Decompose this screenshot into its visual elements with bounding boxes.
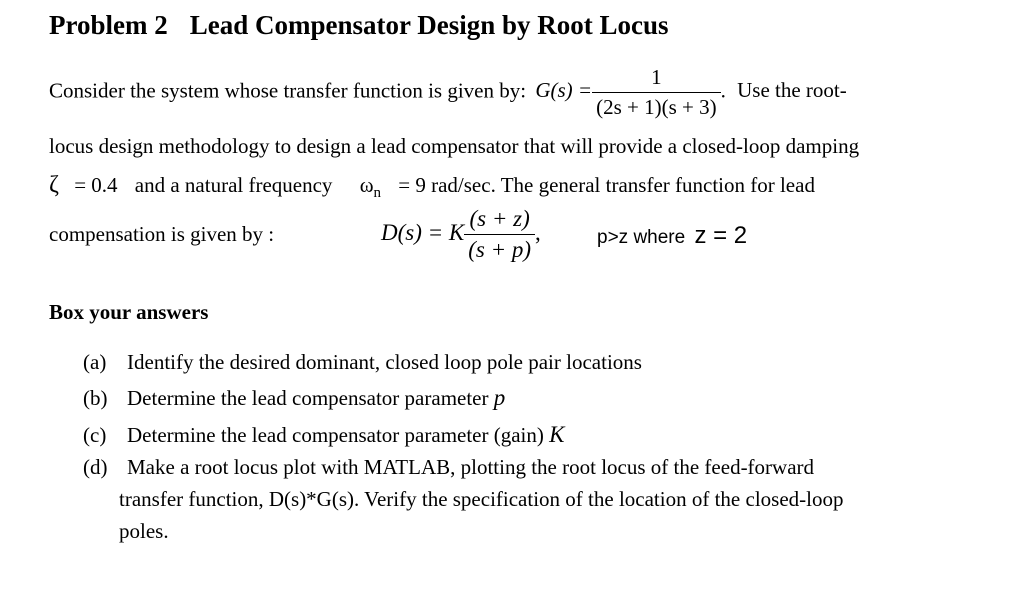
item-text: Make a root locus plot with MATLAB, plotting the root locus of the feed-forward [127, 455, 815, 479]
intro-text: Consider the system whose transfer function is given by: [49, 78, 527, 103]
item-text: Determine the lead compensator parameter (gain) [127, 423, 544, 447]
d-lhs: D(s) = K [381, 219, 465, 245]
g-denominator: (2s + 1)(s + 3) [592, 92, 721, 120]
d-denominator: (s + p) [464, 234, 535, 263]
item-label: (d) [83, 455, 108, 479]
item-variable: p [493, 385, 506, 410]
g-period: . [720, 78, 726, 103]
condition-text: p>z where [597, 227, 686, 248]
d-fraction [464, 206, 535, 263]
omega-subscript: n [373, 185, 382, 202]
item-label: (c) [83, 423, 107, 447]
item-d-continuation: poles. [119, 519, 169, 543]
frequency-text: and a natural frequency [134, 173, 333, 197]
item-variable: K [549, 422, 565, 447]
omega-n [359, 173, 382, 202]
page-title [49, 10, 669, 41]
zeta-value: = 0.4 [74, 173, 118, 197]
problem-heading: Lead Compensator Design by Root Locus [189, 10, 669, 40]
problem-number: Problem 2 [49, 10, 168, 40]
zeta-symbol: ζ [49, 172, 59, 198]
item-a [83, 350, 642, 375]
condition-line [597, 222, 747, 250]
intro-line [49, 65, 847, 120]
intro-tail: Use the root- [737, 78, 847, 103]
g-fraction [592, 65, 721, 120]
item-text: Identify the desired dominant, closed loop pole pair locations [127, 350, 642, 374]
body-line-3 [49, 172, 815, 202]
item-text: Determine the lead compensator parameter [127, 386, 489, 410]
omega-symbol: ω [359, 173, 374, 197]
body-line-4 [49, 222, 274, 247]
item-label: (a) [83, 350, 107, 374]
item-c [83, 422, 564, 448]
d-numerator: (s + z) [469, 206, 530, 231]
g-numerator: 1 [651, 65, 662, 89]
compensation-text: compensation is given by : [49, 222, 275, 246]
d-comma: , [535, 219, 541, 245]
item-b [83, 385, 505, 411]
d-equation [381, 206, 541, 263]
z-equation: z = 2 [694, 222, 748, 249]
item-d [83, 455, 814, 480]
item-d-continuation: transfer function, D(s)*G(s). Verify the specification of the location of the closed-loop [119, 487, 844, 511]
body-line-2: locus design methodology to design a lead compensator that will provide a closed-loop damping [49, 134, 860, 158]
g-lhs: G(s) = [535, 78, 593, 103]
box-answers-heading: Box your answers [49, 300, 209, 324]
item-label: (b) [83, 386, 108, 410]
omega-value: = 9 rad/sec. The general transfer function for lead [398, 173, 815, 197]
